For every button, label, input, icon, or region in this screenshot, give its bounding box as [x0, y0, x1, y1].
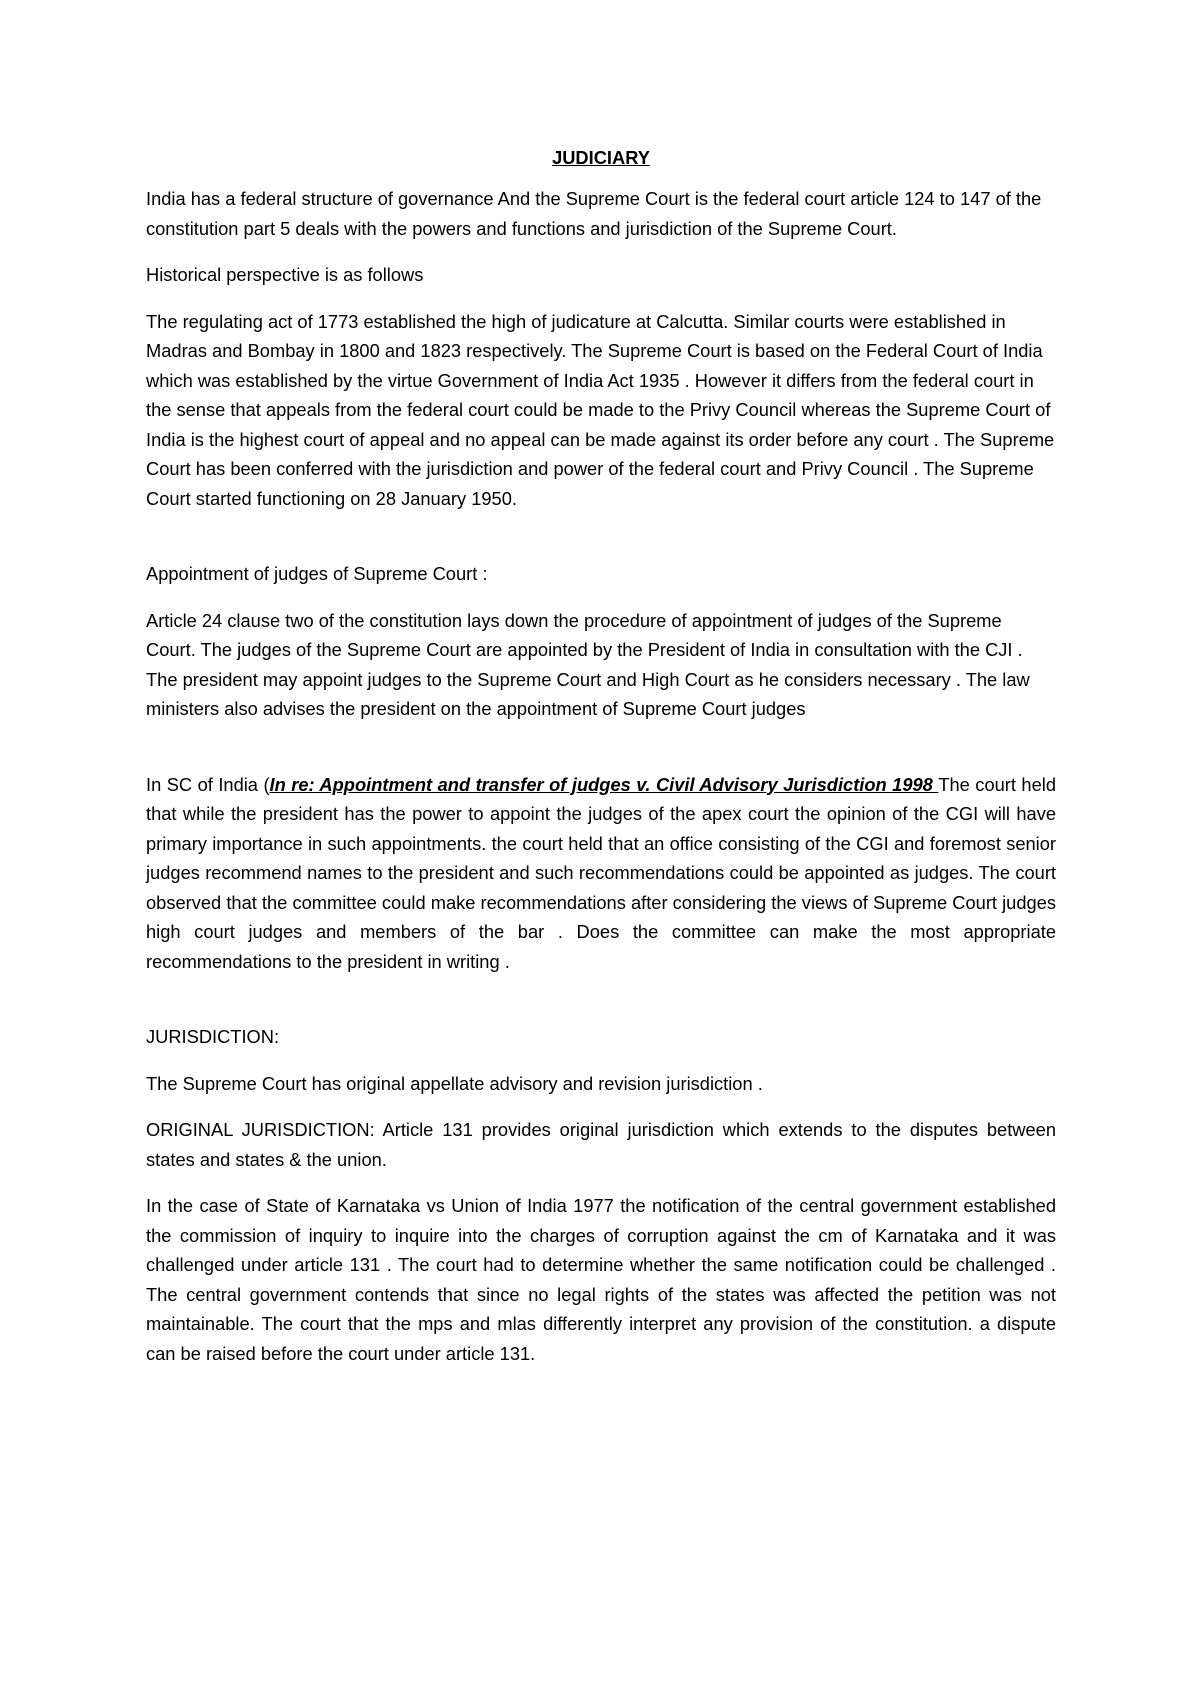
document-title: JUDICIARY: [552, 147, 650, 168]
intro-paragraph: India has a federal structure of governance And the Supreme Court is the federal court article 124 to 147 of the constitution part 5 deals with the powers and functions and jurisdiction of the Supreme Court.: [146, 188, 1042, 239]
case-prefix: In SC of India (: [146, 773, 270, 795]
case-paragraph: [146, 770, 1056, 977]
appointment-paragraph: Article 24 clause two of the constitution lays down the procedure of appointment of judges of the Supreme Court. The judges of the Supreme Court are appointed by the President of India in consultation with the CJI . The president may appoint judges to the Supreme Court and High Court as he considers necessary . The law ministers also advises the president on the appointment of Supreme Court judges: [146, 609, 1030, 719]
historical-heading: Historical perspective is as follows: [146, 264, 424, 285]
jurisdiction-intro: The Supreme Court has original appellate advisory and revision jurisdiction .: [146, 1072, 763, 1094]
case-reference: In re: Appointment and transfer of judges v. Civil Advisory Jurisdiction 1998: [269, 773, 939, 795]
historical-paragraph: The regulating act of 1773 established the high of judicature at Calcutta. Similar courts were established in Madras and Bombay in 1800 and 1823 respectively. The Supreme Court is based on the Federal Court of India which was established by the virtue Government of India Act 1935 . However it differs from the federal court in the sense that appeals from the federal court could be made to the Privy Council whereas the Supreme Court of India is the highest court of appeal and no appeal can be made against its order before any court . The Supreme Court has been conferred with the jurisdiction and power of the federal court and Privy Council . The Supreme Court started functioning on 28 January 1950.: [146, 310, 1055, 509]
document-page: [146, 140, 1056, 1385]
karnataka-case-paragraph: In the case of State of Karnataka vs Union of India 1977 the notification of the central government established the commission of inquiry to inquire into the charges of corruption against the cm of Karnataka and it was challenged under article 131 . The court had to determine whether the same notification could be challenged . The central government contends that since no legal rights of the states was affected the petition was not maintainable. The court that the mps and mlas differently interpret any provision of the constitution. a dispute can be raised before the court under article 131.: [146, 1195, 1056, 1364]
appointment-heading: Appointment of judges of Supreme Court :: [146, 563, 488, 584]
original-jurisdiction-paragraph: ORIGINAL JURISDICTION: Article 131 provides original jurisdiction which extends to the disputes between states and states & the union.: [146, 1119, 1056, 1170]
jurisdiction-heading: JURISDICTION:: [146, 1026, 280, 1047]
case-body: The court held that while the president has the power to appoint the judges of the apex court the opinion of the CGI will have primary importance in such appointments. the court held that an office consisting of the CGI and foremost senior judges recommend names to the president and such recommendations could be appointed as judges. The court observed that the committee could make recommendations after considering the views of Supreme Court judges high court judges and members of the bar . Does the committee can make the most appropriate recommendations to the president in writing .: [146, 773, 1056, 972]
